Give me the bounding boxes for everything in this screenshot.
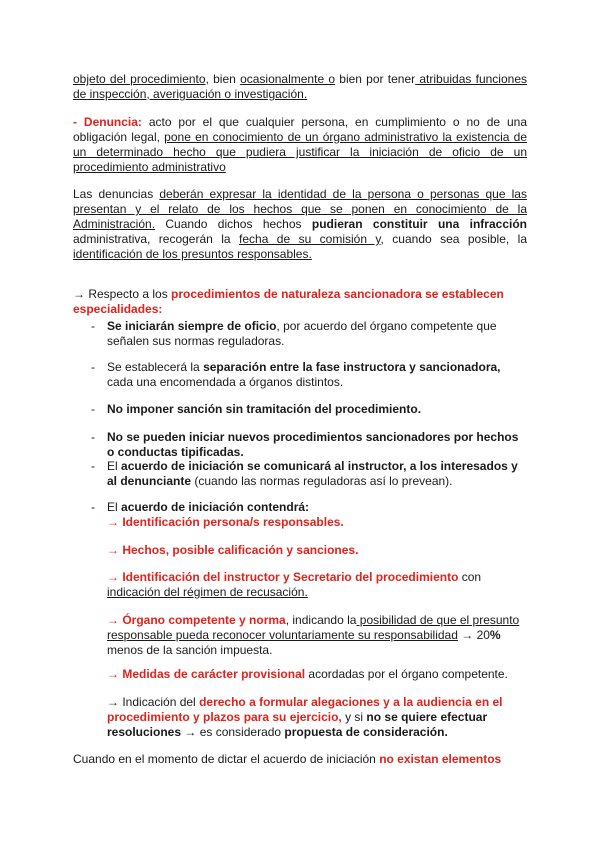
content-item [107,543,527,558]
paragraph-denuncia [73,115,527,175]
dash-bullet: - [91,500,95,514]
dash-bullet: - [91,430,95,444]
text-bold: acuerdo de iniciación contendrá: [121,500,310,514]
list-item [91,402,527,417]
text: Las denuncias [73,187,160,201]
list-item [91,430,527,460]
denuncia-label: - Denuncia: [73,115,142,129]
text: Respecto a los [85,287,172,301]
arrow-right-icon: → [107,543,123,557]
text-underlined: objeto del procedimiento [73,72,206,86]
text-bold: acuerdo de iniciación se comunicará al instructor, a los interesados y al denunciante [107,459,518,488]
text-underlined: identificación de los presuntos responsables. [73,247,312,261]
text-bold: No se pueden iniciar nuevos procedimientos sancionadores por hechos o conductas tipificadas. [107,430,519,459]
text: , por acuerdo del órgano competente que señalen sus normas reguladoras. [107,319,497,348]
paragraph-las-denuncias [73,187,527,262]
text: acordadas por el órgano competente. [305,667,508,681]
text: bien por tener [335,72,416,86]
text: y si [341,710,367,724]
text: , indicando la [285,613,357,627]
text-underlined: ocasionalmente o [240,72,336,86]
arrow-right-icon: → [107,695,123,709]
text-bold: Se iniciarán siempre de oficio [107,319,277,333]
text: , bien [205,72,241,86]
list-item [91,500,527,515]
arrow-right-icon: → [107,515,123,529]
content-item [107,667,527,682]
text-red-bold: Identificación persona/s responsables. [122,515,344,529]
text-underlined: fecha de su comisión y [239,232,381,246]
text-bold: % [489,628,501,642]
text: menos de la sanción impuesta. [107,643,273,657]
text-underlined: posibilidad de que el presunto responsable pueda reconocer voluntariamente su responsabilidad [107,613,520,642]
text-bold: pudieran constituir una infracción [311,217,527,231]
text-red-bold: Identificación del instructor y Secretario del procedimiento [122,570,459,584]
dash-bullet: - [91,402,95,416]
text-underlined: indicación del régimen de recusación. [107,585,308,599]
content-item [107,695,527,740]
text-red-bold: no existan elementos [379,752,502,766]
text-red-bold: Medidas de carácter provisional [122,667,306,681]
text-underlined: deberán expresar la identidad de la persona o personas que las presentan y el relato de los hechos que se ponen en conocimiento de la Administración. [73,187,527,231]
text: Se establecerá la [107,360,204,374]
paragraph-cuando [73,752,527,767]
list-item [91,360,527,390]
text: → es considerado [181,725,285,739]
text: , cuando sea posible, la [380,232,527,246]
dash-bullet: - [91,319,95,333]
text: El [107,500,122,514]
text-underlined: atribuidas funciones de inspección, averiguación o investigación. [73,72,527,101]
text: Indicación del [122,695,200,709]
text: (cuando las normas reguladoras así lo prevean). [191,474,453,488]
content-item [107,613,527,658]
text: acto por el que cualquier persona, en cumplimiento o no de una obligación legal, [73,115,527,144]
text: administrativa, recogerán la [73,232,240,246]
text: con [458,570,482,584]
text-bold: no se quiere efectuar resoluciones [107,710,488,739]
text-red-bold: derecho a formular alegaciones y a la audiencia en el procedimiento y plazos para su ejercicio, [107,695,503,724]
content-item [107,570,527,600]
text-red-bold: procedimientos de naturaleza sancionadora se establecen especialidades: [73,287,504,316]
arrow-right-icon: → [73,287,85,301]
text-red-bold: Hechos, posible calificación y sanciones. [122,543,359,557]
content-item [107,515,527,530]
text-underlined: pone en conocimiento de un órgano administrativo la existencia de un determinado hecho que pudiera justificar la iniciación de oficio de un procedimiento administrativo [73,130,528,174]
paragraph-especialidades [73,287,527,317]
list-item [91,459,527,489]
text-bold: separación entre la fase instructora y sancionadora, [203,360,501,374]
text: Cuando en el momento de dictar el acuerdo de iniciación [73,752,380,766]
text-bold: No imponer sanción sin tramitación del procedimiento. [107,402,422,416]
arrow-right-icon: → [107,613,123,627]
text-red-bold: Órgano competente y norma [122,613,286,627]
text: cada una encomendada a órganos distintos. [107,375,344,389]
paragraph-objeto [73,72,527,102]
text: → 20 [457,628,490,642]
arrow-right-icon: → [107,570,123,584]
dash-bullet: - [91,459,95,473]
arrow-right-icon: → [107,667,123,681]
text-bold: propuesta de consideración. [284,725,448,739]
dash-bullet: - [91,360,95,374]
text: El [107,459,122,473]
list-item [91,319,527,349]
text: Cuando dichos hechos [155,217,312,231]
